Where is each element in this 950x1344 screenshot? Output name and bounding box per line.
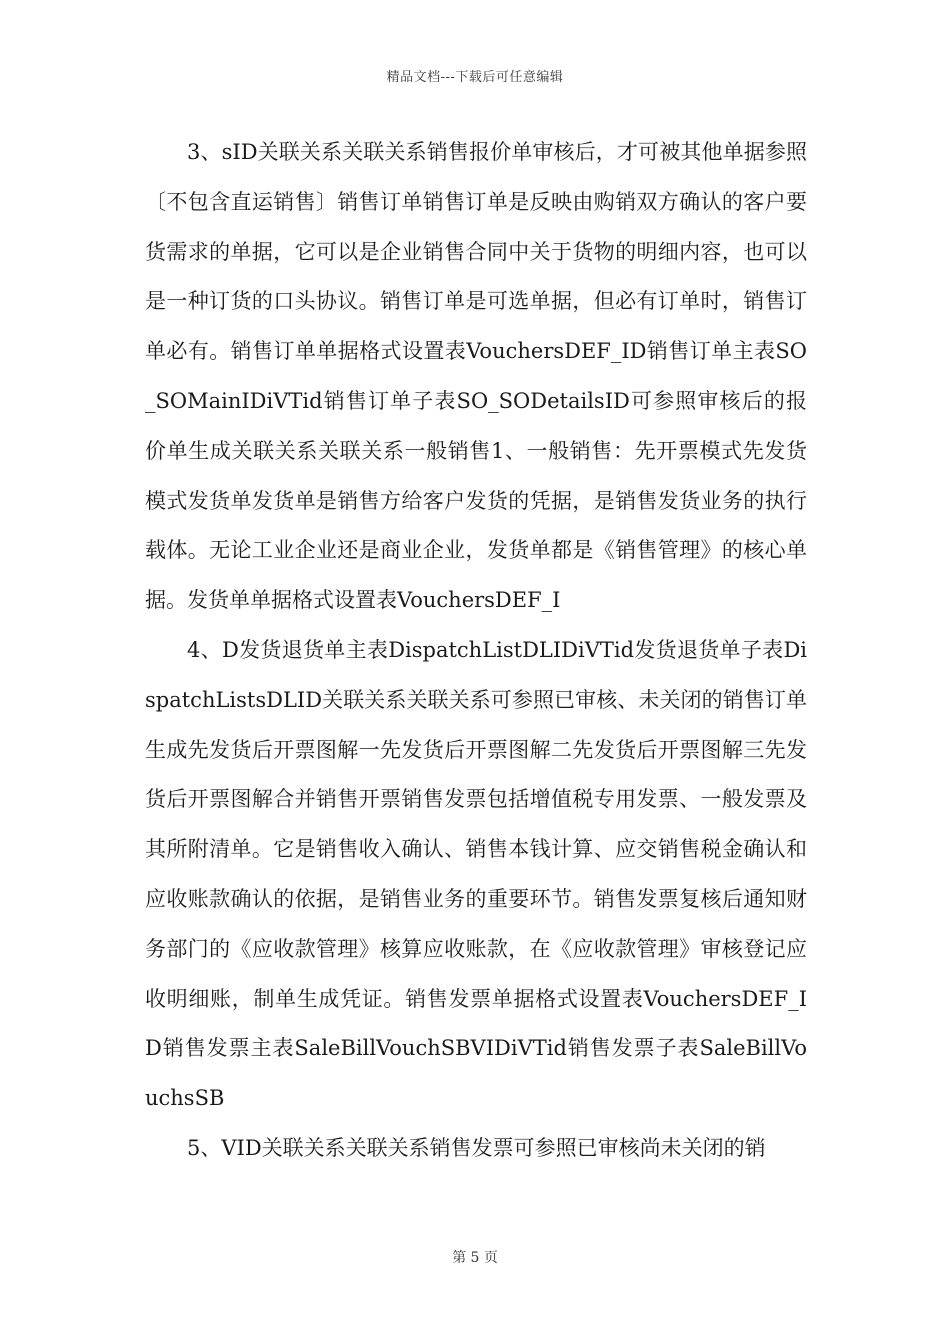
paragraph-4: 4、D发货退货单主表DispatchListDLIDiVTid发货退货单子表DispatchListsDLID关联关系关联关系可参照已审核、未关闭的销售订单生成先发货后开票图解一先发货后开票图解二先发货后开票图解三先发货后开票图解合并销售开票销售发票包括增值税专用发票、一般发票及其所附清单。它是销售收入确认、销售本钱计算、应交销售税金确认和应收账款确认的依据，是销售业务的重要环节。销售发票复核后通知财务部门的《应收款管理》核算应收账款，在《应收款管理》审核登记应收明细账，制单生成凭证。销售发票单据格式设置表VouchersDEF_ID销售发票主表SaleBillVouchSBVIDiVTid销售发票子表SaleBillVouchsSB [145,637,807,1111]
page-number: 第 5 页 [452,1250,498,1266]
document-body [145,128,807,1174]
page-header: 精品文档---下载后可任意编辑 [386,70,564,85]
paragraph-5: 5、VID关联关系关联关系销售发票可参照已审核尚未关闭的销 [187,1135,766,1160]
paragraph-3: 3、sID关联关系关联关系销售报价单审核后，才可被其他单据参照〔不包含直运销售〕销售订单销售订单是反映由购销双方确认的客户要货需求的单据，它可以是企业销售合同中关于货物的明细内容，也可以是一种订货的口头协议。销售订单是可选单据，但必有订单时，销售订单必有。销售订单单据格式设置表VouchersDEF_ID销售订单主表SO_SOMainIDiVTid销售订单子表SO_SODetailsID可参照审核后的报价单生成关联关系关联关系一般销售1、一般销售：先开票模式先发货模式发货单发货单是销售方给客户发货的凭据，是销售发货业务的执行载体。无论工业企业还是商业企业，发货单都是《销售管理》的核心单据。发货单单据格式设置表VouchersDEF_I [145,140,807,613]
